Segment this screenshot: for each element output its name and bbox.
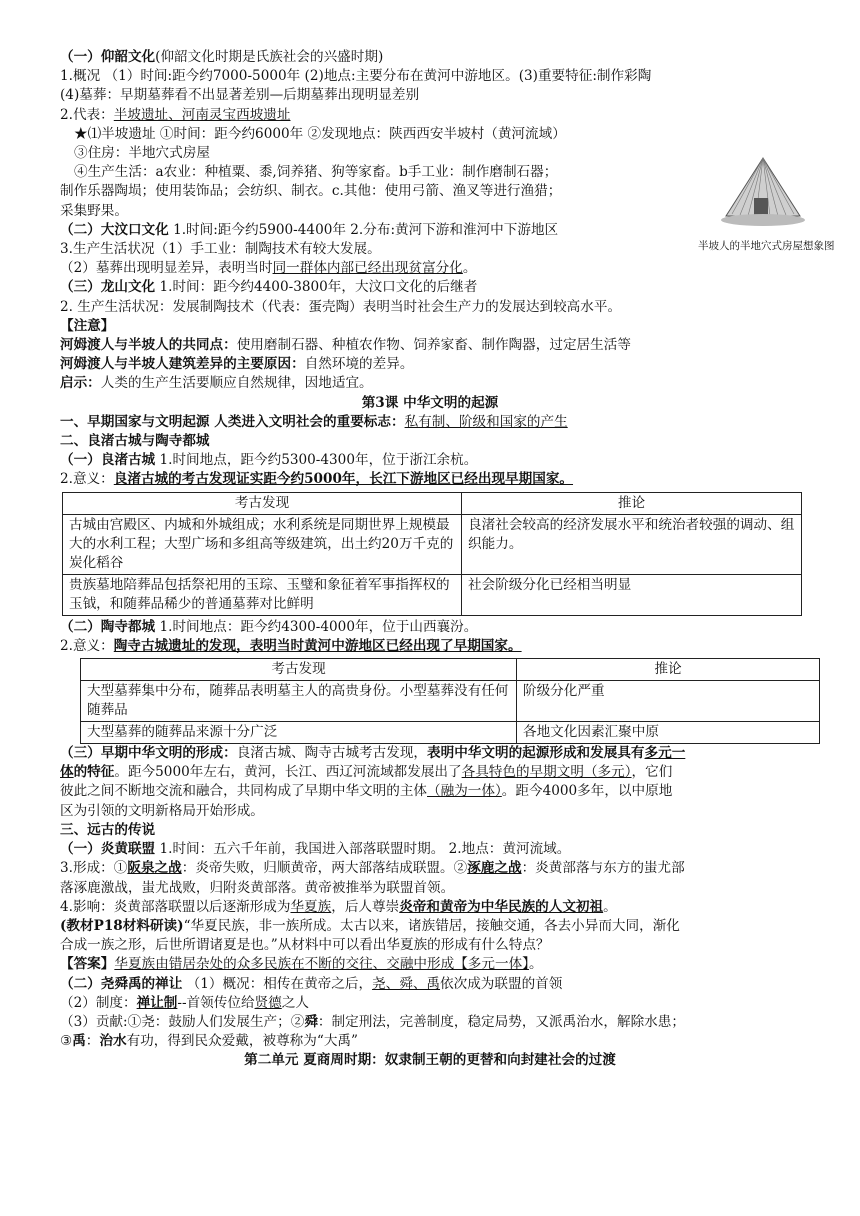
text-line: 区为引领的文明新格局开始形成。 [60, 802, 264, 819]
shanrang-heading: （二）尧舜禹的禅让 [60, 975, 183, 992]
text-line: ★⑴半坡遗址 ①时间：距今约6000年 ②发现地点：陕西西安半坡村（黄河流域） [74, 125, 566, 142]
text: 2.代表： [60, 106, 114, 123]
text: 。距今4000多年，以中原地 [501, 783, 673, 800]
text: 涿鹿之战 [467, 860, 522, 877]
text: 多元一 [644, 745, 686, 762]
text: “华夏民族，非一族所成。太古以来，诸族错居，接触交通，各去小异而大同，渐化 [183, 917, 680, 934]
text: 。 [462, 260, 477, 277]
table-cell: 良渚社会较高的经济发展水平和统治者较强的调动、组织能力。 [462, 514, 802, 574]
text: 良渚古城的考古发现证实距今约5000年，长江下游地区已经出现早期国家。 [113, 471, 574, 488]
text-line: 3.生产生活状况（1）手工业：制陶技术有较大发展。 [60, 241, 381, 258]
text: 1.时间地点：距今约4300-4000年，位于山西襄汾。 [155, 618, 478, 635]
table-cell: 贵族墓地陪葬品包括祭祀用的玉琮、玉璧和象征着军事指挥权的玉钺，和随葬品稀少的普通墓葬对比鲜明 [63, 574, 462, 615]
text: （2）制度： [60, 994, 137, 1011]
text: 舜 [304, 1013, 318, 1030]
table-header: 推论 [462, 492, 802, 514]
text: 尧、舜、禹 [372, 975, 441, 992]
text: (仰韶文化时期是氏族社会的兴盛时期) [155, 49, 384, 65]
text-line: 制作乐器陶埙；使用装饰品；会纺织、制衣。c.其他：使用弓箭、渔叉等进行渔猎； [60, 183, 562, 200]
text: 华夏族由错居杂处的众多民族在不断的交往、交融中形成【多元一体】 [114, 956, 529, 973]
taosi-heading: （二）陶寺都城 [60, 618, 156, 635]
text-line: 1.概况 （1）时间:距今约7000-5000年 (2)地点:主要分布在黄河中游地区。(3)重要特征:制作彩陶 [60, 68, 652, 85]
text: 1.时间：五六千年前，我国进入部落联盟时期。 2.地点：黄河流域。 [155, 841, 571, 858]
text: 有功，得到民众爱戴，被尊称为“大禹” [126, 1033, 358, 1050]
text: (教材P18材料研读) [60, 917, 184, 934]
text: （融为一体） [427, 783, 502, 800]
text: 人类进入文明社会的重要标志： [209, 413, 405, 430]
text: 1.时间:距今约5900-4400年 2.分布:黄河下游和淮河中下游地区 [168, 221, 559, 238]
text: ：制定刑法，完善制度，稳定局势，又派禹治水，解除水患； [317, 1013, 685, 1030]
longshan-heading: （三）龙山文化 [60, 279, 156, 296]
text: 。 [603, 898, 617, 915]
text: ，后人尊崇 [331, 898, 400, 915]
text: 陶寺古城遗址的发现，表明当时黄河中游地区已经出现了早期国家。 [113, 637, 522, 654]
taosi-table [80, 658, 820, 744]
liangzhu-table [62, 492, 802, 616]
text: 禹 [72, 1033, 86, 1050]
text: 禅让制 [136, 994, 178, 1011]
text: 启示： [60, 375, 101, 392]
table-cell: 各地文化因素汇聚中原 [517, 722, 820, 744]
text: 2.意义： [60, 471, 114, 488]
text-line: 落涿鹿激战，蚩尤战败，归附炎黄部落。黄帝被推举为联盟首领。 [60, 879, 455, 896]
text: （3）贡献:①尧：鼓励人们发展生产；② [60, 1013, 305, 1030]
text: 【答案】 [60, 956, 115, 973]
text: 3.形成：① [60, 860, 128, 877]
text: ：炎帝失败，归顺黄帝，两大部落结成联盟。② [181, 860, 468, 877]
text: 。 [528, 956, 543, 973]
text: ③ [60, 1033, 73, 1050]
text: 各具特色的早期文明（多元） [461, 764, 632, 781]
text-line: (4)墓葬：早期墓葬看不出显著差别—后期墓葬出现明显差别 [60, 87, 420, 104]
text: 之人 [281, 994, 309, 1011]
text: --首领传位给 [177, 994, 255, 1011]
text: 依次成为联盟的首领 [440, 975, 563, 992]
text: ：炎黄部落与东方的蚩尤部 [521, 860, 685, 877]
section-heading: 三、远古的传说 [60, 821, 156, 838]
text: 炎帝和黄帝为中华民族的人文初祖 [399, 898, 604, 915]
text: 人类的生产生活要顺应自然规律，因地适宜。 [100, 375, 373, 392]
text: 1.时间：距今约4400-3800年，大汶口文化的后继者 [155, 279, 478, 296]
text: 华夏族 [290, 898, 332, 915]
table-cell: 大型墓葬集中分布，随葬品表明墓主人的高贵身份。小型墓葬没有任何随葬品 [81, 681, 517, 722]
text: 良渚古城、陶寺古城考古发现， [236, 745, 428, 762]
unit-title: 第二单元 夏商周时期：奴隶制王朝的更替和向封建社会的过渡 [244, 1052, 616, 1069]
table-cell: 古城由宫殿区、内城和外城组成；水利系统是同期世界上规模最大的水利工程；大型广场和多组高等级建筑，出土约20万千克的炭化稻谷 [63, 514, 462, 574]
text: （1）概况：相传在黄帝之后， [182, 975, 373, 992]
dawenkou-heading: （二）大汶口文化 [60, 221, 169, 238]
table-header: 考古发现 [63, 492, 462, 514]
text: 表明中华文明的起源形成和发展具有 [427, 745, 645, 762]
table-cell: 社会阶级分化已经相当明显 [462, 574, 802, 615]
text: 。距今5000年左右，黄河，长江、西辽河流域都发展出了 [114, 764, 462, 781]
text: （三）早期中华文明的形成： [60, 745, 237, 762]
text: 4.影响：炎黄部落联盟以后逐渐形成为 [60, 898, 291, 915]
text: 体 [60, 764, 74, 781]
text: ： [85, 1033, 100, 1050]
text-line: ④生产生活：a农业：种植粟、黍,饲养猪、狗等家畜。b手工业：制作磨制石器； [74, 164, 558, 181]
lesson-title: 第3课 中华文明的起源 [361, 394, 499, 411]
text: 彼此之间不断地交流和融合，共同构成了早期中华文明的主体 [60, 783, 428, 800]
table-header: 考古发现 [81, 659, 517, 681]
text: 一、早期国家与文明起源 [60, 413, 210, 430]
text: 使用磨制石器、种植农作物、饲养家畜、制作陶器，过定居生活等 [236, 337, 631, 354]
text: 1.时间地点，距今约5300-4300年，位于浙江余杭。 [155, 452, 478, 469]
text-line: 采集野果。 [60, 202, 128, 219]
text: ，它们 [631, 764, 673, 781]
yangshao-heading: （一）仰韶文化 [60, 49, 156, 65]
text: 河姆渡人与半坡人的共同点： [60, 337, 237, 354]
text: 半坡遗址、河南灵宝西坡遗址 [113, 106, 291, 123]
note-heading: 【注意】 [60, 317, 115, 334]
text: 2.意义： [60, 637, 114, 654]
text: 河姆渡人与半坡人建筑差异的主要原因： [60, 356, 305, 373]
text: 私有制、阶级和国家的产生 [404, 413, 568, 430]
text: 同一群体内部已经出现贫富分化 [272, 260, 463, 277]
liangzhu-heading: （一）良渚古城 [60, 452, 156, 469]
hut-caption: 半坡人的半地穴式房屋想象图 [698, 240, 835, 252]
text-line: ③住房：半地穴式房屋 [74, 145, 210, 162]
table-header: 推论 [517, 659, 820, 681]
text: 自然环境的差异。 [304, 356, 414, 373]
text: 阪泉之战 [127, 860, 182, 877]
table-cell: 大型墓葬的随葬品来源十分广泛 [81, 722, 517, 744]
text: （2）墓葬出现明显差异，表明当时 [60, 260, 273, 277]
section-heading: 二、良渚古城与陶寺都城 [60, 433, 210, 450]
text: 治水 [99, 1033, 127, 1050]
text: 的特征 [73, 764, 115, 781]
text-line: 2. 生产生活状况：发展制陶技术（代表：蛋壳陶）表明当时社会生产力的发展达到较高水平。 [60, 298, 622, 315]
table-cell: 阶级分化严重 [517, 681, 820, 722]
yanhuang-heading: （一）炎黄联盟 [60, 841, 156, 858]
text: 贤德 [254, 994, 282, 1011]
text-line: 合成一族之形，后世所谓诸夏是也。”从材料中可以看出华夏族的形成有什么特点？ [60, 937, 550, 954]
document-page [60, 48, 800, 1071]
